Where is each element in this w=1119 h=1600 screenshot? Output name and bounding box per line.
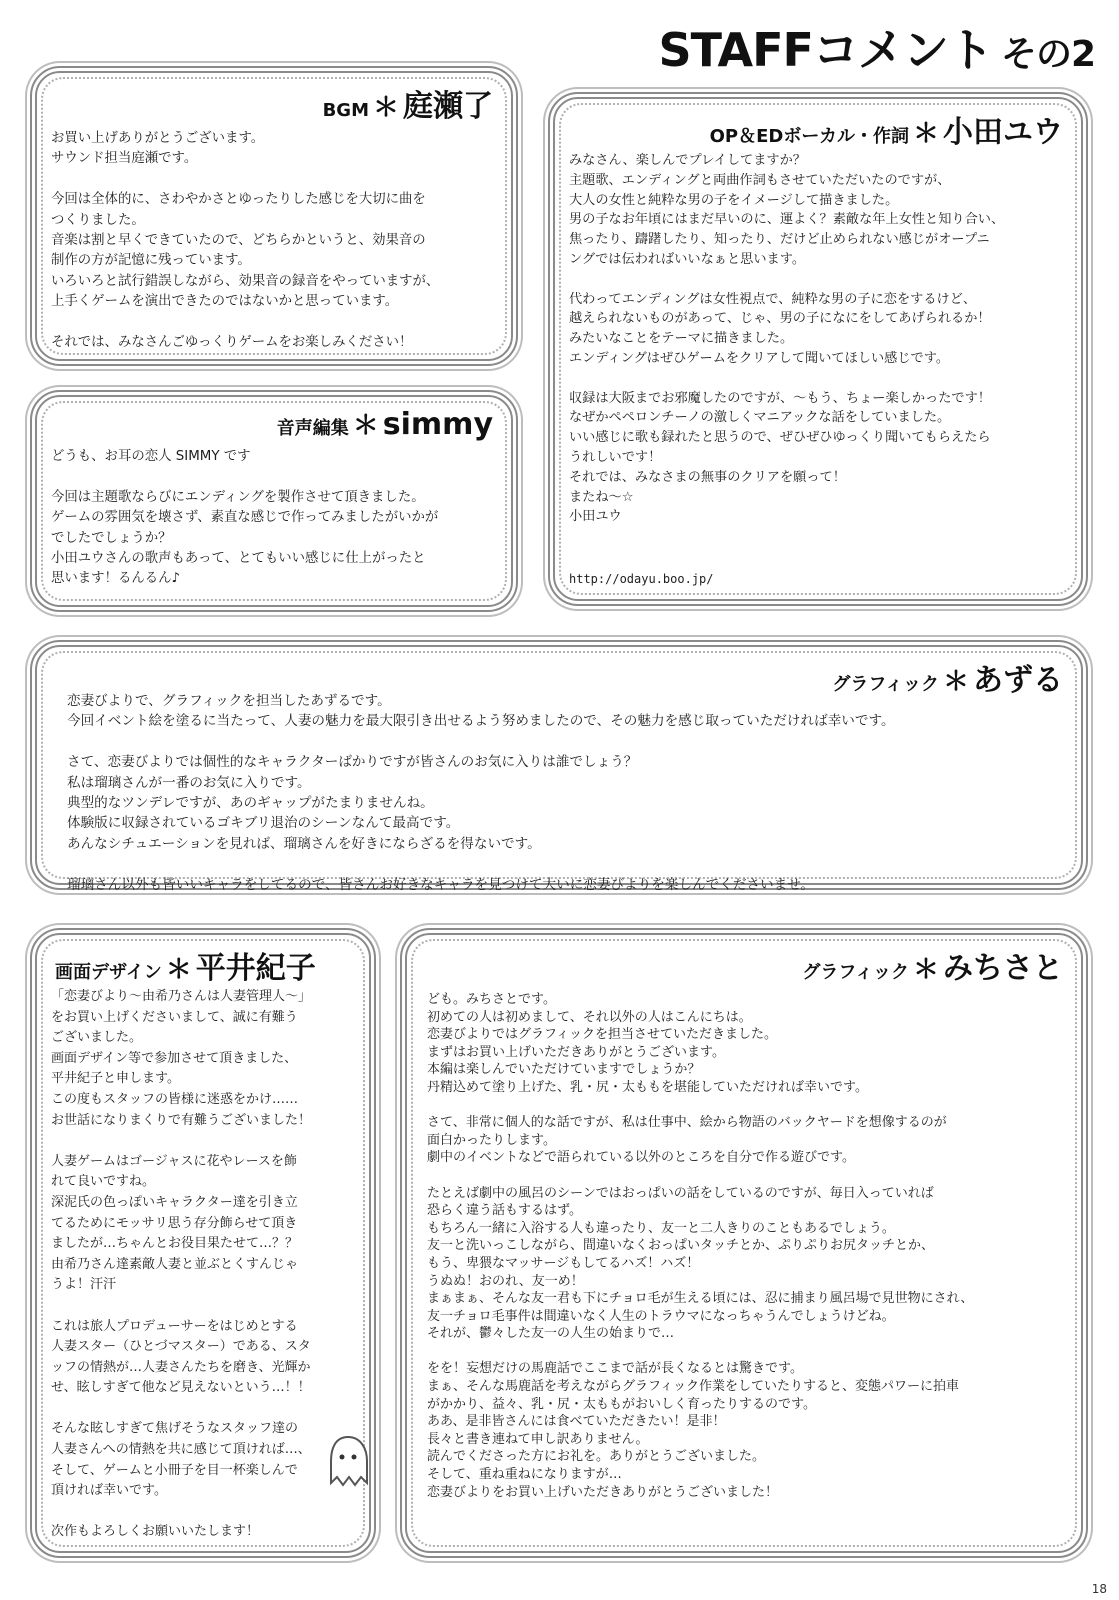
star-icon: ＊ [912,119,939,149]
page-title [659,14,1095,80]
role-graphic-azuru: グラフィック [832,674,939,695]
text-bgm: お買い上げありがとうございます。 サウンド担当庭瀬です。 今回は全体的に、さわやかさとゆったりした感じを大切に曲を つくりました。 音楽は割と早くできていたので、どちらかというと、効果音の 制作の方が記憶に残っています。 いろいろと試行錯誤しながら、効果音の録音をやっていますが、 上手くゲームを演出できたのではないかと思っています。 それでは、みなさんごゆっくりゲームをお楽しみください！ [51,131,440,351]
text-graphic-michisato: ども。みちさとです。 初めての人は初めまして、それ以外の人はこんにちは。 恋妻びよりではグラフィックを担当させていただきました。 まずはお買い上げいただきありがとうございます。 本編は楽しんでいただけていますでしょうか？ 丹精込めて塗り上げた、乳・尻・太ももを堪能していただければ幸いです。 さて、非常に個人的な話ですが、私は仕事中、絵から物語のバックヤードを想像するのが 面白かったりします。 劇中のイベントなどで語られている以外のところを自分で作る遊びです。 たとえば劇中の風呂のシーンではおっぱいの話をしているのですが、毎日入っていれば 恐らく違う話もするはず。 もちろん一緒に入浴する人も違ったり、友一と二人きりのこともあるでしょう。 友一と洗いっこしながら、間違いなくおっぱいタッチとか、ぷりぷりお尻タッチとか、 もう、卑猥なマッサージもしてるハズ！ハズ！ うぬぬ！おのれ、友一め！ まぁまぁ、そんな友一君も下にチョロ毛が生える頃には、忍に捕まり風呂場で見世物にされ、 友一チョロ毛事件は間違いなく人生のトラウマになっちゃうんでしょうけどね。 それが、鬱々した友一の人生の始まりで… をを！妄想だけの馬鹿話でここまで話が長くなるとは驚きです。 まぁ、そんな馬鹿話を考えながらグラフィック作業をしていたりすると、変態パワーに拍車 がかかり、益々、乳・尻・太ももがおいしく育ったりするのです。 ああ、是非皆さんには食べていただきたい！是非！ 長々と書き連ねて申し訳ありません。 読んでくださった方にお礼を。ありがとうございました。 そして、重ね重ねになりますが… 恋妻びよりをお買い上げいただきありがとうございました！ [427,992,974,1500]
heading-bgm [323,81,493,125]
role-bgm: BGM [322,100,369,121]
role-design: 画面デザイン [55,962,162,983]
heading-design [55,943,316,987]
panel-bgm [30,66,518,366]
role-voice: 音声編集 [276,418,349,439]
star-icon: ＊ [165,955,192,985]
text-vocal: みなさん、楽しんでプレイしてますか？ 主題歌、エンディングと両曲作詞もさせていただいたのですが、 大人の女性と純粋な男の子をイメージして描きました。 男の子なお年頃にはまだ早いのに、運よく？素敵な年上女性と知り合い、 焦ったり、躊躇したり、知ったり、だけど止められない感じがオープニ ングでは伝わればいいなぁと思います。 代わってエンディングは女性視点で、純粋な男の子に恋をするけど、 越えられないものがあって、じゃ、男の子になにをしてあげられるか！ みたいなことをテーマに描きました。 エンディングはぜひゲームをクリアして聞いてほしい感じです。 収録は大阪までお邪魔したのですが、～もう、ちょー楽しかったです！ なぜかペペロンチーノの激しくマニアックな話をしていました。 いい感じに歌も録れたと思うので、ぜひぜひゆっくり聞いてもらえたら うれしいです！ それでは、みなさまの無事のクリアを願って！ またね～☆ 小田ユウ [569,153,1005,525]
text-design: 「恋妻びより～由希乃さんは人妻管理人～」 をお買い上げくださいまして、誠に有難う ございました。 画面デザイン等で参加させて頂きました、 平井紀子と申します。 この度もスタッフの皆様に迷惑をかけ…… お世話になりまくりで有難うございました！ 人妻ゲームはゴージャスに花やレースを飾 れて良いですね。 深泥氏の色っぽいキャラクター達を引き立 てるためにモッサリ思う存分飾らせて頂き ましたが…ちゃんとお役目果たせて…？？ 由希乃さん達素敵人妻と並ぶとくすんじゃ うよ！汗汗 これは旅人プロデューサーをはじめとする 人妻スター（ひとづマスター）である、スタ ッフの情熱が…人妻さんたちを磨き、光輝か せ、眩しすぎて他など見えないという…！！ そんな眩しすぎて焦げそうなスタッフ達の 人妻さんへの情熱を共に感じて頂ければ…、 そして、ゲームと小冊子を目一杯楽しんで 頂ければ幸いです。 次作もよろしくお願いいたします！ [51,989,312,1540]
panel-vocal [548,92,1088,606]
name-vocal: 小田ユウ [943,115,1063,150]
heading-voice [277,405,493,442]
name-design: 平井紀子 [195,951,316,986]
star-icon: ＊ [372,93,399,123]
name-voice: simmy [382,407,493,442]
heading-vocal [710,107,1063,151]
page-number: 18 [1091,1582,1107,1596]
star-icon: ＊ [912,955,939,985]
panel-voice [30,390,518,612]
panel-design [30,928,376,1558]
name-bgm: 庭瀬了 [403,89,493,124]
name-graphic-michisato: みちさと [943,951,1063,986]
text-voice: どうも、お耳の恋人 SIMMY です 今回は主題歌ならびにエンディングを製作させて頂きました。 ゲームの雰囲気を壊さず、素直な感じで作ってみましたがいかが でしたでしょうか？ 小田ユウさんの歌声もあって、とてもいい感じに仕上がったと 思います！るんるん♪ [51,449,439,587]
panel-graphic-michisato [400,928,1088,1558]
page-title-sub: その2 [1000,34,1095,75]
star-icon: ＊ [352,411,379,441]
panel-graphic-azuru [30,640,1088,893]
ghost-mascot-icon [323,1433,373,1493]
role-graphic-michisato: グラフィック [802,962,909,983]
star-icon: ＊ [942,667,969,697]
heading-graphic-michisato [802,943,1063,987]
url-vocal[interactable]: http://odayu.boo.jp/ [569,572,714,586]
page-title-main: STAFFコメント [658,23,993,77]
role-vocal: OP＆EDボーカル・作詞 [709,126,909,147]
text-graphic-azuru: 恋妻びよりで、グラフィックを担当したあずるです。 今回イベント絵を塗るに当たって、人妻の魅力を最大限引き出せるよう努めましたので、その魅力を感じ取っていただければ幸いです。 さて、恋妻びよりでは個性的なキャラクターばかりですが皆さんのお気に入りは誰でしょう？ 私は瑠璃さんが一番のお気に入りです。 典型的なツンデレですが、あのギャップがたまりませんね。 体験版に収録されているゴキブリ退治のシーンなんて最高です。 あんなシチュエーションを見れば、瑠璃さんを好きにならざるを得ないです。 瑠璃さん以外も皆いいキャラをしてるので、皆さんお好きなキャラを見つけて大いに恋妻びよりを楽しんでくださいませ。 [67,693,895,893]
name-graphic-azuru: あずる [973,663,1063,698]
